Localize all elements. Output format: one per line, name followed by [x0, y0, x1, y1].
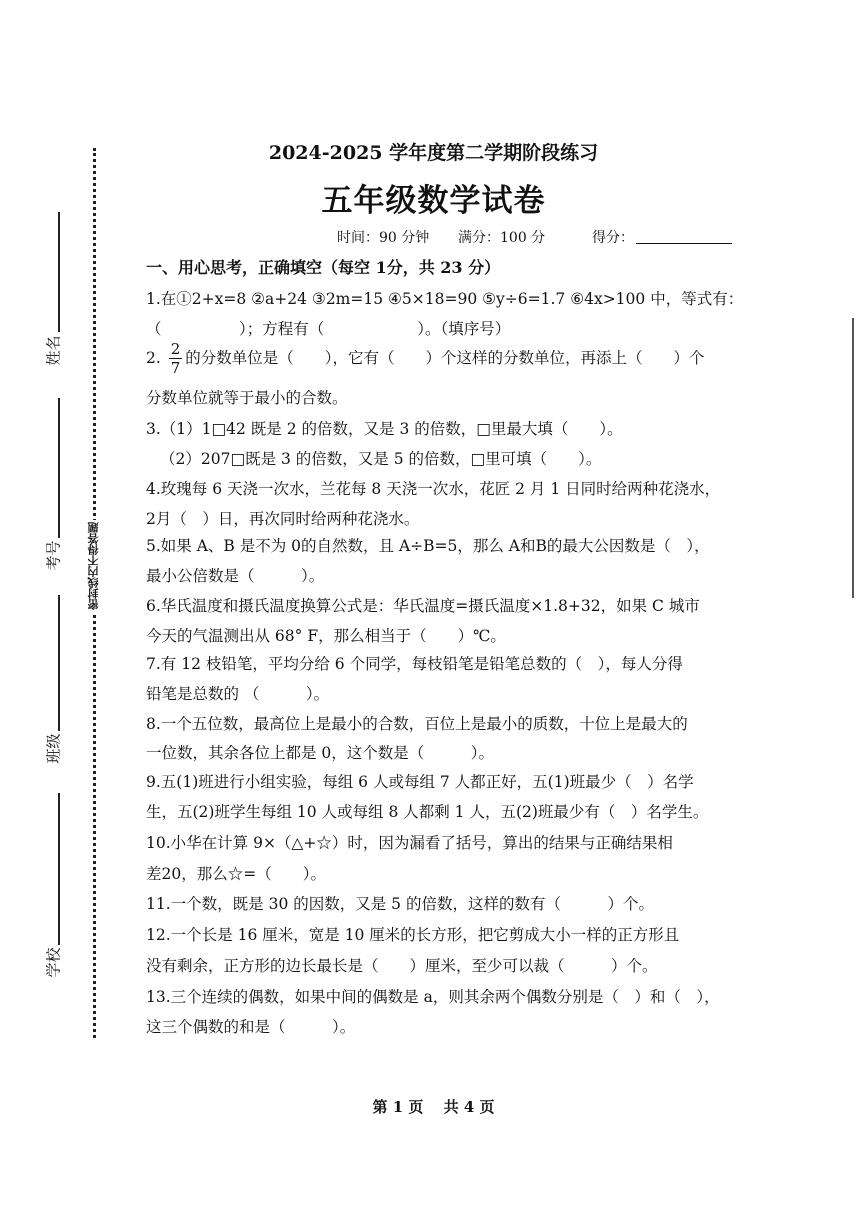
question-3-part-2: （2）207□既是 3 的倍数，又是 5 的倍数，□里可填（ ）。: [160, 450, 602, 468]
question-10-line-2: 差20，那么☆=（ ）。: [146, 865, 326, 883]
school-line: [58, 793, 60, 945]
question-1-line-2: （ ）；方程有（ ）。（填序号）: [146, 320, 511, 338]
section-heading: 一、用心思考，正确填空（每空 1分，共 23 分）: [146, 258, 501, 277]
scan-edge-mark: [852, 318, 854, 598]
question-9-line-2: 生，五(2)班学生每组 10 人或每组 8 人都剩 1 人，五(2)班最少有（ ）名学生。: [146, 803, 709, 821]
question-13-line-2: 这三个偶数的和是（ ）。: [146, 1018, 356, 1036]
question-11: 11.一个数，既是 30 的因数，又是 5 的倍数，这样的数有（ ）个。: [146, 895, 654, 913]
exam-full-score: 满分：100 分: [458, 230, 546, 246]
seal-notice: 密封线内不得答题: [87, 522, 100, 610]
question-6-line-1: 6.华氏温度和摄氏温度换算公式是：华氏温度=摄氏温度×1.8+32，如果 C 城市: [146, 597, 700, 615]
fraction-two-sevenths: [169, 342, 183, 376]
class-label: 班级: [44, 733, 63, 764]
question-4-line-2: 2月（ ）日，再次同时给两种花浇水。: [146, 510, 420, 528]
question-8-line-2: 一位数，其余各位上都是 0，这个数是（ ）。: [146, 744, 495, 762]
question-2-line-2: 分数单位就等于最小的合数。: [146, 389, 348, 407]
fraction-numerator: 2: [170, 340, 181, 358]
question-8-line-1: 8.一个五位数，最高位上是最小的合数，百位上是最小的质数，十位上是最大的: [146, 715, 688, 733]
question-4-line-1: 4.玫瑰每 6 天浇一次水，兰花每 8 天浇一次水，花匠 2 月 1 日同时给两种花浇水，: [146, 480, 721, 498]
question-5-line-1: 5.如果 A、B 是不为 0的自然数，且 A÷B=5，那么 A和B的最大公因数是（ ），: [146, 537, 710, 555]
page-footer: 第 1 页 共 4 页: [372, 1098, 495, 1116]
fraction-denominator: 7: [170, 359, 181, 377]
question-3-part-1: 3.（1）1□42 既是 2 的倍数，又是 3 的倍数，□里最大填（ ）。: [146, 420, 623, 438]
name-label: 姓名: [44, 335, 63, 366]
question-12-line-1: 12.一个长是 16 厘米，宽是 10 厘米的长方形，把它剪成大小一样的正方形且: [146, 926, 680, 944]
question-13-line-1: 13.三个连续的偶数，如果中间的偶数是 a，则其余两个偶数分别是（ ）和（ ），: [146, 988, 720, 1006]
name-line: [58, 212, 60, 332]
exam-no-label: 考号: [44, 540, 63, 571]
question-6-line-2: 今天的气温测出从 68° F，那么相当于（ ）℃。: [146, 627, 506, 645]
question-7-line-2: 铅笔是总数的 （ ）。: [146, 685, 330, 703]
question-2-text: 的分数单位是（ ），它有（ ）个这样的分数单位，再添上（ ）个: [185, 349, 705, 367]
question-2-line-1: [146, 342, 705, 376]
question-12-line-2: 没有剩余，正方形的边长最长是（ ）厘米，至少可以裁（ ）个。: [146, 957, 658, 975]
question-5-line-2: 最小公倍数是（ ）。: [146, 567, 325, 585]
exam-year-heading: 2024-2025 学年度第二学期阶段练习: [268, 142, 599, 164]
exam-no-line: [58, 398, 60, 538]
question-1-line-1: 1.在①2+x=8 ②a+24 ③2m=15 ④5×18=90 ⑤y÷6=1.7 ⑥4x>100 中，等式有：: [146, 290, 744, 308]
question-7-line-1: 7.有 12 枝铅笔，平均分给 6 个同学，每枝铅笔是铅笔总数的（ ），每人分得: [146, 655, 683, 673]
exam-time: 时间：90 分钟: [337, 230, 430, 246]
class-line: [58, 595, 60, 731]
question-9-line-1: 9.五(1)班进行小组实验，每组 6 人或每组 7 人都正好，五(1)班最少（ ）名学: [146, 773, 694, 791]
school-label: 学校: [44, 947, 63, 978]
score-label: 得分：: [592, 230, 634, 246]
score-blank[interactable]: [636, 243, 732, 244]
question-10-line-1: 10.小华在计算 9×（△+☆）时，因为漏看了括号，算出的结果与正确结果相: [146, 834, 673, 852]
question-2-number: 2.: [146, 349, 161, 367]
exam-title: 五年级数学试卷: [321, 183, 546, 219]
